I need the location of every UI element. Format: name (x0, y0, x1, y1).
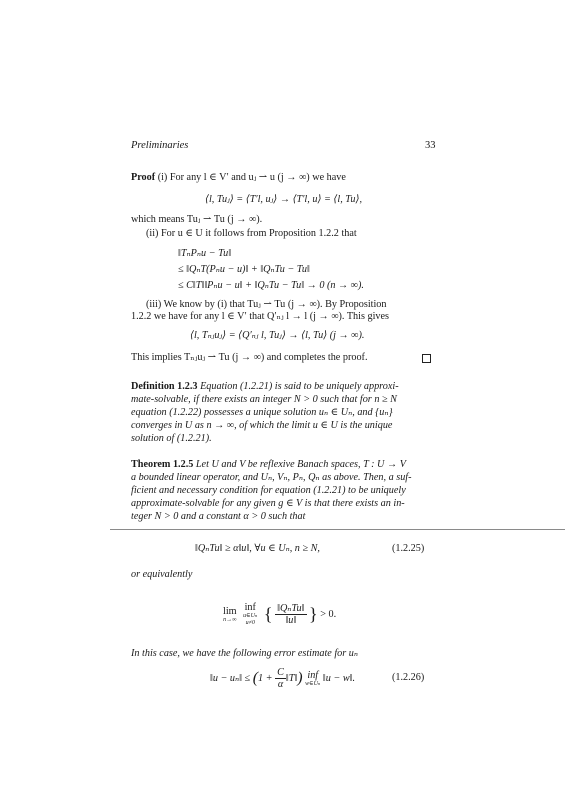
theorem-label: Theorem 1.2.5 (131, 459, 194, 470)
inf-operator (243, 602, 257, 627)
theorem-line-5: teger N > 0 and a constant α > 0 such that (131, 511, 306, 522)
proof-eq-2b: ≤ ‖QₙT(Pₙu − u)‖ + ‖QₙTu − Tu‖ (178, 264, 310, 275)
alpha-denominator: α (277, 679, 284, 690)
c-numerator: C (277, 667, 284, 678)
error-left: ‖u − uₙ‖ ≤ (210, 672, 251, 684)
proof-line-6: This implies Tₙⱼuⱼ ⇀ Tu (j → ∞) and completes the proof. (131, 352, 368, 363)
error-T-norm: ‖T‖ (285, 672, 298, 684)
or-equivalently: or equivalently (131, 569, 193, 580)
proof-line-3: (ii) For u ∈ U it follows from Proposition 1.2.2 that (146, 228, 357, 239)
c-over-alpha (275, 667, 286, 690)
proof-eq-1: ⟨l, Tuⱼ⟩ = ⟨T′l, uⱼ⟩ → ⟨T′l, u⟩ = ⟨l, Tu⟩, (205, 194, 363, 205)
proof-text-1: (i) For any l ∈ V′ and uⱼ ⇀ u (j → ∞) we have (157, 172, 346, 183)
error-right: ‖u − w‖. (322, 672, 356, 684)
left-paren: ( (252, 669, 259, 687)
page-number: 33 (425, 140, 436, 151)
greater-than-zero: > 0. (320, 608, 337, 620)
error-one: 1 + (258, 672, 273, 684)
scan-divider (110, 529, 565, 530)
proof-line-5: 1.2.2 we have for any l ∈ V′ that Q′ₙⱼ l → l (j → ∞). This gives (131, 311, 389, 322)
theorem-line-3: ficient and necessary condition for equation (1.2.21) to be uniquely (131, 485, 406, 496)
ratio-denominator: ‖u‖ (285, 615, 297, 626)
running-title: Preliminaries (131, 140, 189, 151)
proof-line-2: which means Tuⱼ ⇀ Tu (j → ∞). (131, 214, 263, 225)
theorem-line-6: In this case, we have the following error estimate for uₙ (131, 648, 358, 659)
error-estimate (210, 667, 355, 690)
theorem-line-4: approximate-solvable for any given g ∈ V is that there exists an in- (131, 498, 405, 509)
error-inf-subscript: w∈Uₙ (305, 680, 321, 687)
definition-line-3: equation (1.2.22) possesses a unique solution uₙ ∈ Uₙ, and {uₙ} (131, 407, 393, 418)
right-brace: } (309, 604, 318, 624)
proof-eq-2c: ≤ C‖T‖‖Pₙu − u‖ + ‖QₙTu − Tu‖ → 0 (n → ∞). (178, 280, 364, 291)
proof-label: Proof (131, 172, 156, 183)
norm-ratio (275, 603, 306, 626)
definition-line-1 (131, 381, 399, 393)
definition-line-4: converges in U as n → ∞, of which the limit u ∈ U is the unique (131, 420, 393, 431)
right-paren: ) (297, 669, 303, 687)
lim-subscript: n→∞ (223, 616, 237, 623)
lim-word: lim (223, 605, 237, 617)
lim-operator (223, 606, 237, 624)
proof-line-4: (iii) We know by (i) that Tuⱼ ⇀ Tu (j → ∞). By Proposition (146, 299, 387, 310)
inf-subscript-2: u≠0 (245, 620, 255, 626)
proof-eq-3: ⟨l, Tₙⱼuⱼ⟩ = ⟨Q′ₙⱼ l, Tuⱼ⟩ → ⟨l, Tu⟩ (j → ∞). (190, 330, 365, 341)
definition-label: Definition 1.2.3 (131, 381, 198, 392)
theorem-eq-1: ‖QₙTu‖ ≥ α‖u‖, ∀u ∈ Uₙ, n ≥ N, (195, 543, 320, 554)
definition-line-5: solution of (1.2.21). (131, 433, 212, 444)
theorem-line-1 (131, 459, 406, 471)
definition-text-1: Equation (1.2.21) is said to be uniquely approxi- (200, 381, 399, 392)
definition-line-2: mate-solvable, if there exists an integer N > 0 such that for n ≥ N (131, 394, 397, 405)
equation-tag-1-2-25: (1.2.25) (392, 543, 425, 554)
left-brace: { (263, 604, 273, 624)
proof-line-1 (131, 172, 346, 184)
ratio-numerator: ‖QₙTu‖ (277, 603, 305, 614)
error-inf-operator (305, 670, 320, 688)
proof-eq-2a: ‖TₙPₙu − Tu‖ (178, 248, 232, 259)
theorem-line-2: a bounded linear operator, and Uₙ, Vₙ, Pₙ, Qₙ as above. Then, a suf- (131, 472, 412, 483)
inf-subscript-1: u∈Uₙ (243, 613, 258, 619)
qed-box (422, 354, 431, 363)
inf-word: inf (244, 602, 256, 613)
theorem-text-1: Let U and V be reflexive Banach spaces, T : U → V (195, 459, 406, 470)
equation-tag-1-2-26: (1.2.26) (392, 672, 425, 683)
lim-inf-expression (223, 602, 336, 627)
error-inf-word: inf (307, 669, 319, 681)
